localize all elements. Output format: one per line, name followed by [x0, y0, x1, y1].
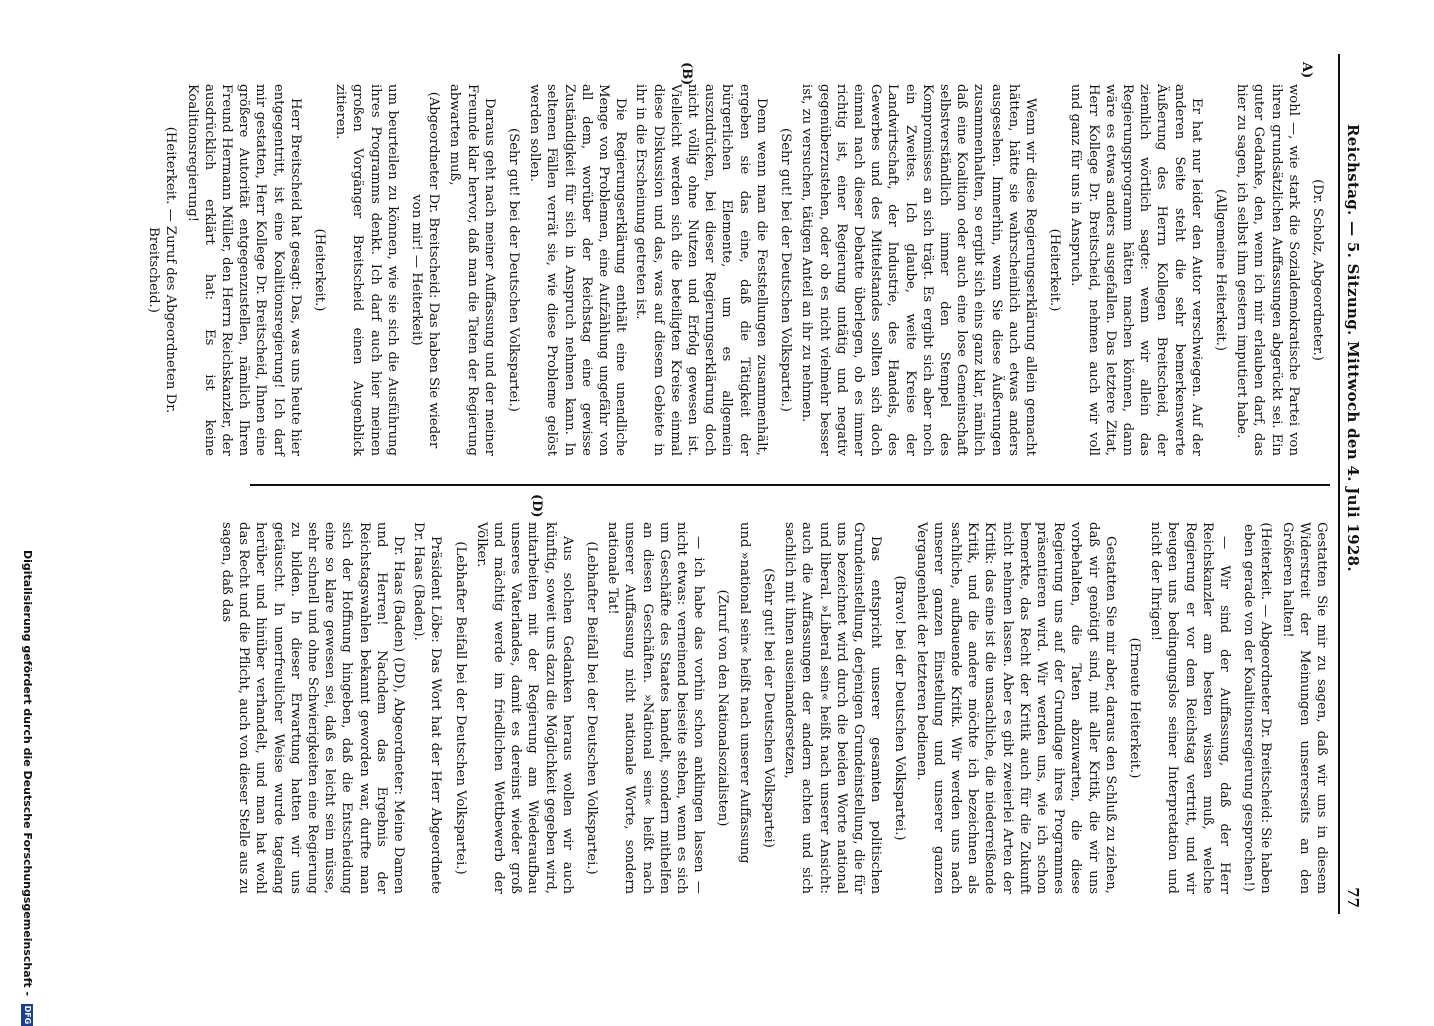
- paragraph: — ich habe das vorhin schon anklingen lassen — nicht etwas: verneinend beiseite stehen, wenn es sich um Geschäfte des Staates handelt, sondern mithelfen an diesen Geschäften. »National sein« heißt nach unserer Auffassung nicht nationale Worte, sondern nationale Tat!: [605, 522, 707, 894]
- interjection: (Lebhafter Beifall bei der Deutschen Volkspartei.): [452, 541, 468, 875]
- interjection: (Sehr gut! bei der Deutschen Volkspartei.): [778, 128, 794, 412]
- header-rule: [1338, 54, 1340, 914]
- right-column: [215, 522, 1330, 894]
- paragraph: Gestatten Sie mir zu sagen, daß wir uns in diesem Widerstreit der Meinungen unsererseits an den Größeren halten!: [1279, 522, 1329, 894]
- paragraph: Das entspricht unserer gesamten politischen Grundeinstellung, derjenigen Grundeinstellung, die für uns bezeichnet wird durch die beiden Worte national und liberal. »Liberal sein« heißt nach unserer Ansicht: auch die Auffassungen der andern achten und sich sachlich mit ihnen auseinandersetzen,: [782, 522, 884, 894]
- paragraph: Präsident Löbe: Das Wort hat der Herr Abgeordnete Dr. Haas (Baden).: [411, 522, 444, 894]
- credit-text: Digitalisierung gefördert durch die Deutsche Forschungsgemeinschaft -: [21, 550, 34, 997]
- speaker-line: (Dr. Scholz, Abgeordneter.): [1310, 179, 1325, 361]
- column-divider: [250, 484, 1330, 486]
- left-column: [138, 84, 1330, 456]
- paragraph: Gestatten Sie mir aber, daraus den Schluß zu ziehen, daß wir genötigt sind, mit aller Kritik, die wir uns vorbehalten, die Taten abzuwarten, die diese Regierung uns auf der Grundlage ihres Programmes präsentieren wird. Wir werden uns, wie ich schon bemerkte, das Recht der Kritik auch für die Zukunft nicht nehmen lassen. Aber es gibt zweierlei Arten der Kritik: das eine ist die unsachliche, die niederreißende Kritik, und die andere möchte ich bezeichnen als sachliche, aufbauende Kritik. Wir werden uns nach unserer ganzen Einstellung und unserer ganzen Vergangenheit der letzteren bedienen.: [913, 522, 1118, 894]
- interjection: (Allgemeine Heiterkeit.): [1212, 189, 1228, 351]
- interjection: (Heiterkeit. — Abgeordneter Dr. Breitscheid: Sie haben eben gerade von der Koalitionsregierung gesprochen!): [1241, 522, 1274, 894]
- interjection: (Zuruf von den Nationalsozialisten): [715, 589, 731, 827]
- paragraph: — Wir sind der Auffassung, daß der Herr Reichskanzler am besten wissen muß, welche Regierung er vor dem Reichstag vertritt, und wir beugen uns bedingungslos seiner Interpretation und nicht der Ihrigen!: [1148, 522, 1232, 894]
- interjection: (Heiterkeit. — Zuruf des Abgeordneten Dr. Breitscheid.): [146, 126, 179, 414]
- running-title: Reichstag. — 5. Sitzung. Mittwoch den 4. Juli 1928.: [1344, 124, 1362, 572]
- paragraph: Herr Breitscheid hat gesagt: Das, was uns heute hier entgegentritt, ist eine Koalitionsregierung! Ich darf mir gestatten, Herr Kollege Dr. Breitscheid, Ihnen eine größere Autorität entgegenzustellen, nämlich Ihren Freund Hermann Müller, den Herrn Reichskanzler, der ausdrücklich erklärt hat: Es ist keine Koalitionsregierung!: [184, 84, 303, 456]
- interjection: (Sehr gut! bei der Deutschen Volkspartei.): [506, 128, 522, 412]
- paragraph: Aus solchen Gedanken heraus wollen wir auch künftig, soweit uns dazu die Möglichkeit gegeben wird, mitarbeiten mit der Regierung am Wiederaufbau unseres Vaterlandes, damit es dereinst wieder groß und mächtig werde im friedlichen Wettbewerb der Völker.: [473, 522, 575, 894]
- margin-mark-b: (B): [679, 62, 694, 86]
- paragraph: Wenn wir diese Regierungserklärung allein gemacht hätten, hätte sie wahrscheinlich auch etwas anders ausgesehen. Immerhin, wenn Sie diese Äußerungen zusammenhalten, so ergibt sich eins ganz klar, nämlich daß eine Koalition oder auch eine lose Gemeinschaft selbstverständlich immer den Stempel des Kompromisses an sich trägt. Es ergibt sich aber noch ein Zweites. Ich glaube, weite Kreise der Landwirtschaft, der Industrie, des Handels, des Gewerbes und des Mittelstandes sollten sich doch einmal nach dieser Debatte überlegen, ob es immer richtig ist, einer Regierung untätig und negativ gegenüberzustehen, oder ob es nicht vielmehr besser ist, zu versuchen, tätigen Anteil an ihr zu nehmen.: [799, 84, 1038, 456]
- margin-mark-a: A): [1299, 62, 1314, 79]
- page-number: 77: [1344, 887, 1362, 908]
- interjection: (Bravo! bei der Deutschen Volkspartei.): [892, 575, 908, 841]
- credit-line: [14, 550, 34, 1025]
- interjection: (Erneute Heiterkeit.): [1126, 637, 1142, 779]
- paragraph: Er hat nur leider den Autor verschwiegen. Auf der anderen Seite steht die sehr bemerkenswerte Äußerung des Herrn Kollegen Breitscheid, der ziemlich wörtlich sagte: wenn wir allein das Regierungsprogramm hätten machen können, dann wäre es etwas anders ausgefallen. Das letztere Zitat, Herr Kollege Dr. Breitscheid, nehmen auch wir voll und ganz für uns in Anspruch.: [1068, 84, 1204, 456]
- paragraph: wohl —, wie stark die Sozialdemokratische Partei von ihren grundsätzlichen Auffassungen abgerückt sei. Ein guter Gedanke, den, wenn ich mir erlauben darf, das hier zu sagen, ich selbst ihm gestern imputiert habe.: [1234, 84, 1301, 456]
- interjection: (Sehr gut! bei der Deutschen Volkspartei): [760, 568, 776, 848]
- paragraph: Denn wenn man die Feststellungen zusammenhält, ergeben sie das eine, daß die Tätigkeit der bürgerlichen Elemente, um es allgemein auszudrücken, bei dieser Regierungserklärung doch nicht völlig ohne Nutzen und Erfolg gewesen ist. Vielleicht werden sich die beteiligten Kreise einmal diese Diskussion und das, was auf diesem Gebiete in ihr in die Erscheinung getreten ist.: [633, 84, 769, 456]
- margin-mark-d: (D): [529, 494, 544, 518]
- scanned-page: [114, 54, 1364, 914]
- interjection: (Abgeordneter Dr. Breitscheid: Das haben Sie wieder von mir! — Heiterkeit): [409, 91, 442, 449]
- paragraph: Daraus geht nach meiner Auffassung und der meiner Freunde klar hervor, daß man die Taten der Regierung abwarten muß,: [447, 84, 497, 456]
- interjection: (Heiterkeit.): [1047, 228, 1063, 312]
- interjection: (Lebhafter Beifall bei der Deutschen Volkspartei.): [584, 541, 600, 875]
- dfg-logo-icon: DFG: [23, 1005, 32, 1025]
- paragraph: Die Regierungserklärung enthält eine unendliche Menge von Problemen, eine Aufzählung ungefähr von all dem, worüber der Reichstag eine gewisse Zuständigkeit für sich in Anspruch nehmen kann. In seltenen Fällen verrät sie, wie diese Probleme gelöst werden sollen.: [527, 84, 629, 456]
- digitization-credit: [0, 550, 44, 1025]
- page-header: [1340, 54, 1364, 914]
- paragraph: um beurteilen zu können, wie sie sich die Ausführung ihres Programms denkt. Ich darf auch hier meinen großen Vorgänger Breitscheid einen Augenblick zitieren.: [333, 84, 400, 456]
- paragraph: und »national sein« heißt nach unserer Auffassung: [736, 522, 752, 864]
- interjection: (Heiterkeit.): [312, 228, 328, 312]
- paragraph: Dr. Haas (Baden) (DD), Abgeordneter: Meine Damen und Herren! Nachdem das Ergebnis der Reichstagswahlen bekannt geworden war, durfte man sich der Hoffnung hingeben, daß die Entscheidung eine so klare gewesen sei, daß es leicht sein müsse, sehr schnell und ohne Schwierigkeiten eine Regierung zu bilden. In dieser Erwartung hatten wir uns getäuscht. In unerfreulicher Weise wurde tagelang herüber und hinüber verhandelt, und man hat wohl das Recht und die Pflicht, auch von dieser Stelle aus zu sagen, daß das: [219, 522, 407, 894]
